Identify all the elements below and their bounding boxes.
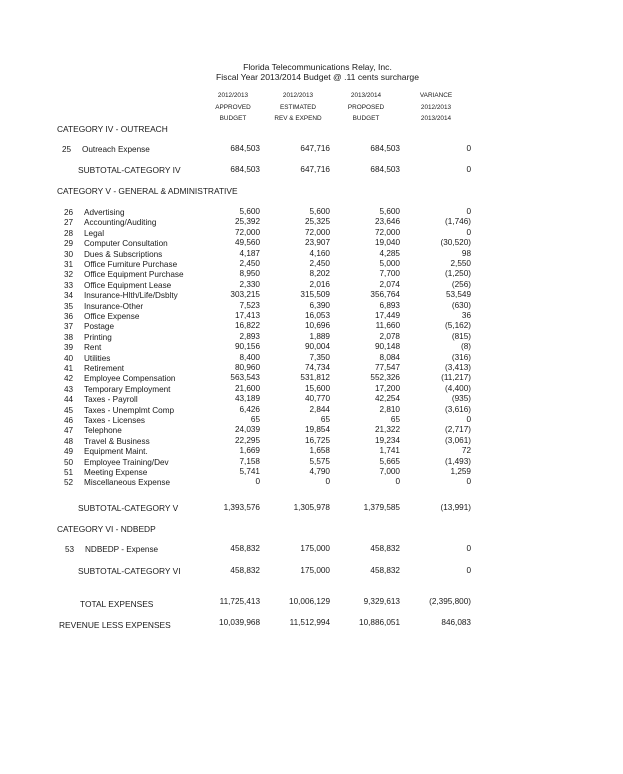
subtotal-vi-approved: 458,832 xyxy=(230,566,260,575)
line-item-number: 50 xyxy=(64,457,74,467)
line-item-number: 34 xyxy=(64,291,74,301)
line-item-number: 48 xyxy=(64,436,74,446)
line-item-value: 72,000 xyxy=(374,227,400,237)
line-item-label: Travel & Business xyxy=(84,436,150,446)
line-item-value: 1,259 xyxy=(450,467,471,476)
line-item-value: 175,000 xyxy=(300,544,330,553)
line-item-value: 7,000 xyxy=(379,467,400,476)
line-item-label: Postage xyxy=(84,322,115,332)
line-item-value: 7,523 xyxy=(239,300,260,310)
budget-title: Fiscal Year 2013/2014 Budget @ .11 cents surcharge xyxy=(215,72,419,82)
line-item-value: 0 xyxy=(466,144,471,153)
category-vi-heading: CATEGORY VI - NDBEDP xyxy=(57,524,156,534)
line-item-value: 98 xyxy=(461,248,471,258)
line-item-value: 16,725 xyxy=(304,435,330,445)
subtotal-v-estimated: 1,305,978 xyxy=(293,503,330,512)
line-item-value: (2,717) xyxy=(445,425,471,435)
line-item-value: 0 xyxy=(466,544,471,553)
line-item-value: 43,189 xyxy=(234,394,260,404)
line-item-number: 31 xyxy=(64,260,74,269)
total-proposed: 9,329,613 xyxy=(363,597,400,606)
line-item-value: (935) xyxy=(451,394,471,404)
line-item-value: 2,450 xyxy=(309,259,330,268)
line-item-value: 0 xyxy=(466,227,471,237)
line-item-value: 8,950 xyxy=(239,269,260,279)
subtotal-vi-label: SUBTOTAL-CATEGORY VI xyxy=(78,566,181,576)
line-item-value: 8,202 xyxy=(309,269,330,279)
line-item-value: 19,234 xyxy=(374,435,400,445)
line-item-number: 33 xyxy=(64,280,74,290)
line-item-number: 25 xyxy=(62,145,72,154)
line-item-number: 46 xyxy=(64,416,74,425)
line-item-value: 2,450 xyxy=(239,259,260,268)
line-item-value: 8,084 xyxy=(379,352,400,362)
line-item-number: 43 xyxy=(64,384,74,394)
line-item-value: 2,330 xyxy=(239,279,260,289)
line-item-number: 47 xyxy=(64,426,74,436)
line-item-value: 531,812 xyxy=(300,373,330,383)
line-item-number: 37 xyxy=(64,322,74,332)
line-item-value: (256) xyxy=(451,279,471,289)
line-item-value: 23,646 xyxy=(374,217,400,227)
line-item-number: 39 xyxy=(64,343,74,353)
line-item-value: 6,426 xyxy=(239,404,260,414)
line-item-value: (11,217) xyxy=(441,373,471,383)
line-item-value: 2,074 xyxy=(379,279,400,289)
line-item-value: 563,543 xyxy=(230,373,260,383)
line-item-number: 53 xyxy=(65,545,75,554)
line-item-value: 4,187 xyxy=(239,248,260,258)
line-item-label: Outreach Expense xyxy=(82,145,150,154)
revenue-approved: 10,039,968 xyxy=(219,618,260,627)
line-item-number: 51 xyxy=(64,468,74,477)
line-item-number: 30 xyxy=(64,249,74,259)
line-item-label: Telephone xyxy=(84,426,122,436)
subtotal-iv-label: SUBTOTAL-CATEGORY IV xyxy=(78,165,181,175)
col-header-line: BUDGET xyxy=(352,115,380,122)
line-item-value: 74,734 xyxy=(304,363,330,372)
line-item-value: 7,158 xyxy=(239,456,260,466)
category-v-heading: CATEGORY V - GENERAL & ADMINISTRATIVE xyxy=(57,186,238,196)
line-item-value: 647,716 xyxy=(300,144,330,153)
subtotal-vi-estimated: 175,000 xyxy=(300,566,330,575)
line-item-number: 36 xyxy=(64,312,74,321)
line-item-label: Advertising xyxy=(84,208,125,217)
line-item-value: (1,746) xyxy=(445,217,471,227)
total-estimated: 10,006,129 xyxy=(289,597,330,606)
line-item-value: (5,162) xyxy=(445,321,471,331)
subtotal-v-variance: (13,991) xyxy=(440,503,471,512)
line-item-value: 0 xyxy=(466,477,471,487)
subtotal-vi-proposed: 458,832 xyxy=(370,566,400,575)
line-item-label: Insurance-Hlth/Life/Dsblty xyxy=(84,291,178,301)
line-item-value: 17,413 xyxy=(234,311,260,320)
line-item-value: 65 xyxy=(250,415,260,424)
line-item-value: 1,741 xyxy=(379,446,400,456)
line-item-value: 23,907 xyxy=(304,238,330,248)
line-item-value: 356,764 xyxy=(370,290,400,300)
col-header-line: APPROVED xyxy=(215,103,251,111)
line-item-value: 1,658 xyxy=(309,446,330,456)
line-item-value: (3,413) xyxy=(445,363,471,372)
subtotal-iv-proposed: 684,503 xyxy=(370,165,400,174)
line-item-value: 21,322 xyxy=(374,425,400,435)
revenue-less-expenses-label: REVENUE LESS EXPENSES xyxy=(59,620,171,630)
line-item-value: 552,326 xyxy=(370,373,400,383)
col-header-line: 2012/2013 xyxy=(282,92,314,99)
line-item-value: 90,156 xyxy=(234,342,260,352)
line-item-label: Taxes - Payroll xyxy=(84,395,138,405)
line-item-value: 5,600 xyxy=(239,207,260,216)
line-item-label: Employee Training/Dev xyxy=(84,457,169,467)
line-item-value: 25,392 xyxy=(234,217,260,227)
line-item-value: (30,520) xyxy=(440,238,471,248)
line-item-number: 32 xyxy=(64,270,74,280)
subtotal-v-label: SUBTOTAL-CATEGORY V xyxy=(78,503,179,513)
line-item-label: Rent xyxy=(84,343,102,353)
line-item-label: Office Equipment Lease xyxy=(84,280,172,290)
line-item-value: 1,889 xyxy=(309,331,330,341)
line-item-value: 0 xyxy=(325,477,330,487)
line-item-value: 25,325 xyxy=(304,217,330,227)
line-item-label: Insurance-Other xyxy=(84,301,144,311)
line-item-number: 26 xyxy=(64,208,74,217)
line-item-value: (1,493) xyxy=(445,456,471,466)
col-header-line: 2013/2014 xyxy=(420,115,452,122)
line-item-value: 0 xyxy=(255,477,260,487)
line-item-label: Utilities xyxy=(84,353,111,363)
line-item-value: 7,350 xyxy=(309,352,330,362)
total-approved: 11,725,413 xyxy=(219,597,260,606)
line-item-label: Taxes - Licenses xyxy=(84,416,145,425)
line-item-value: 72 xyxy=(461,446,471,456)
line-item-number: 44 xyxy=(64,395,74,405)
category-iv-heading: CATEGORY IV - OUTREACH xyxy=(57,124,168,134)
line-item-value: 2,893 xyxy=(239,331,260,341)
line-item-value: 2,078 xyxy=(379,331,400,341)
line-item-value: 303,215 xyxy=(230,290,260,300)
line-item-value: 4,160 xyxy=(309,248,330,258)
line-item-value: 80,960 xyxy=(234,363,260,372)
line-item-label: Printing xyxy=(84,332,112,342)
line-item-label: Temporary Employment xyxy=(84,384,171,394)
line-item-value: 7,700 xyxy=(379,269,400,279)
col-header-line: REV & EXPEND xyxy=(274,115,322,122)
line-item-value: 36 xyxy=(461,311,471,320)
line-item-number: 42 xyxy=(64,374,74,384)
col-header-variance xyxy=(391,90,481,125)
subtotal-iv-variance: 0 xyxy=(466,165,471,174)
line-item-label: Office Expense xyxy=(84,312,140,321)
line-item-value: 42,254 xyxy=(374,394,400,404)
line-item-value: 2,550 xyxy=(450,259,471,268)
line-item-value: 458,832 xyxy=(370,544,400,553)
col-header-line: VARIANCE xyxy=(419,92,453,99)
line-item-value: 11,660 xyxy=(375,321,400,331)
line-item-label: Taxes - Unemplmt Comp xyxy=(84,405,175,415)
org-title: Florida Telecommunications Relay, Inc. xyxy=(243,62,392,72)
line-item-value: 19,040 xyxy=(374,238,400,248)
line-item-number: 49 xyxy=(64,447,74,457)
line-item-label: Retirement xyxy=(84,364,125,373)
line-item-value: 4,285 xyxy=(379,248,400,258)
line-item-label: Office Equipment Purchase xyxy=(84,270,184,280)
line-item-value: 65 xyxy=(390,415,400,424)
line-item-number: 38 xyxy=(64,332,74,342)
line-item-number: 41 xyxy=(64,364,74,373)
line-item-value: 40,770 xyxy=(304,394,330,404)
line-item-value: 19,854 xyxy=(304,425,330,435)
line-item-number: 40 xyxy=(64,353,74,363)
line-item-value: 17,200 xyxy=(374,383,400,393)
line-item-value: 4,790 xyxy=(309,467,330,476)
line-item-value: (316) xyxy=(451,352,471,362)
line-item-value: 65 xyxy=(320,415,330,424)
subtotal-iv-estimated: 647,716 xyxy=(300,165,330,174)
line-item-value: 6,893 xyxy=(379,300,400,310)
line-item-label: Equipment Maint. xyxy=(84,447,148,457)
line-item-value: 72,000 xyxy=(234,227,260,237)
line-item-value: 5,575 xyxy=(309,456,330,466)
total-expenses-label: TOTAL EXPENSES xyxy=(80,599,154,609)
line-item-number: 29 xyxy=(64,239,74,249)
subtotal-v-proposed: 1,379,585 xyxy=(363,503,400,512)
col-header-line: 2012/2013 xyxy=(420,103,452,111)
revenue-proposed: 10,886,051 xyxy=(359,618,400,627)
line-item-value: 16,053 xyxy=(304,311,330,320)
line-item-label: Miscellaneous Expense xyxy=(84,478,171,488)
line-item-value: 315,509 xyxy=(300,290,330,300)
col-header-line: ESTIMATED xyxy=(279,103,317,111)
subtotal-vi-variance: 0 xyxy=(466,566,471,575)
line-item-value: 90,148 xyxy=(374,342,400,352)
line-item-value: (4,400) xyxy=(445,383,471,393)
line-item-value: (815) xyxy=(451,331,471,341)
line-item-value: 49,560 xyxy=(234,238,260,248)
line-item-number: 52 xyxy=(64,478,74,488)
line-item-value: (3,061) xyxy=(445,435,471,445)
line-item-value: (630) xyxy=(451,300,471,310)
total-variance: (2,395,800) xyxy=(429,597,471,606)
line-item-number: 27 xyxy=(64,218,74,228)
col-header-line: 2012/2013 xyxy=(217,92,249,99)
line-item-value: 15,600 xyxy=(304,383,330,393)
line-item-value: 5,741 xyxy=(239,467,260,476)
line-item-value: 684,503 xyxy=(370,144,400,153)
line-item-value: 21,600 xyxy=(234,383,260,393)
line-item-value: 72,000 xyxy=(304,227,330,237)
line-item-value: 90,004 xyxy=(304,342,330,352)
line-item-number: 28 xyxy=(64,228,74,238)
line-item-value: 24,039 xyxy=(234,425,260,435)
line-item-label: Dues & Subscriptions xyxy=(84,249,163,259)
line-item-value: 0 xyxy=(466,415,471,424)
subtotal-iv-approved: 684,503 xyxy=(230,165,260,174)
line-item-value: 77,547 xyxy=(374,363,400,372)
line-item-label: NDBEDP - Expense xyxy=(85,545,159,554)
line-item-value: (1,250) xyxy=(445,269,471,279)
line-item-value: 0 xyxy=(466,207,471,216)
line-item-value: 8,400 xyxy=(239,352,260,362)
line-item-value: 5,600 xyxy=(309,207,330,216)
line-item-value: 0 xyxy=(395,477,400,487)
line-item-value: 10,696 xyxy=(304,321,330,331)
line-item-number: 35 xyxy=(64,301,74,311)
line-item-value: 2,844 xyxy=(309,404,330,414)
line-item-value: 53,549 xyxy=(445,290,471,300)
revenue-estimated: 11,512,994 xyxy=(289,618,330,627)
line-item-value: 17,449 xyxy=(374,311,400,320)
line-item-label: Accounting/Auditing xyxy=(84,218,157,228)
line-item-value: (8) xyxy=(460,342,471,352)
line-item-label: Computer Consultation xyxy=(84,239,168,249)
line-item-value: 16,822 xyxy=(234,321,260,331)
line-item-label: Legal xyxy=(84,228,105,238)
subtotal-v-approved: 1,393,576 xyxy=(223,503,260,512)
line-item-number: 45 xyxy=(64,405,74,415)
line-item-value: 458,832 xyxy=(230,544,260,553)
col-header-line: BUDGET xyxy=(219,115,247,122)
line-item-value: 5,000 xyxy=(379,259,400,268)
line-item-value: 2,016 xyxy=(309,279,330,289)
line-item-value: 6,390 xyxy=(309,300,330,310)
line-item-value: 1,669 xyxy=(239,446,260,456)
revenue-variance: 846,083 xyxy=(441,618,471,627)
line-item-value: 5,600 xyxy=(379,207,400,216)
line-item-value: 22,295 xyxy=(234,435,260,445)
line-item-label: Meeting Expense xyxy=(84,468,148,477)
line-item-label: Office Furniture Purchase xyxy=(84,260,178,269)
line-item-label: Employee Compensation xyxy=(84,374,176,384)
col-header-line: 2013/2014 xyxy=(350,92,382,99)
line-item-value: 2,810 xyxy=(379,404,400,414)
line-item-value: 5,665 xyxy=(379,456,400,466)
line-item-value: (3,616) xyxy=(445,404,471,414)
col-header-line: PROPOSED xyxy=(347,103,385,111)
line-item-value: 684,503 xyxy=(230,144,260,153)
